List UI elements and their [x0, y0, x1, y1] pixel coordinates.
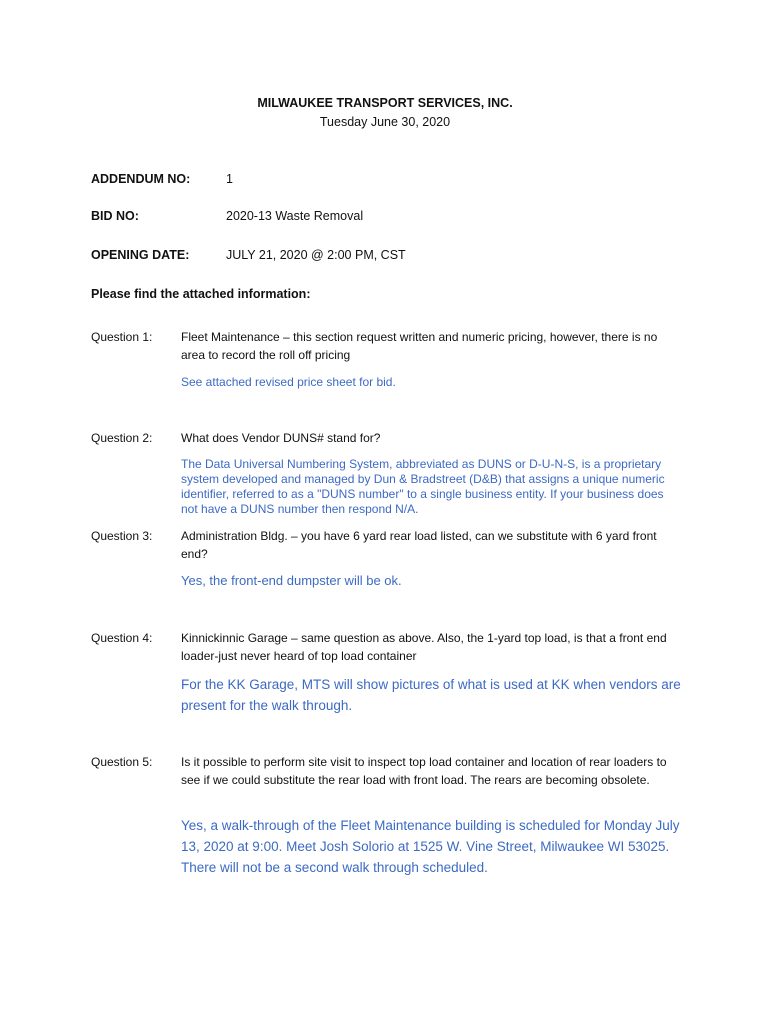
company-name: MILWAUKEE TRANSPORT SERVICES, INC.: [257, 96, 513, 110]
intro-text: Please find the attached information:: [91, 287, 311, 301]
question-label: Question 1:: [91, 330, 153, 344]
question-text: Kinnickinnic Garage – same question as above. Also, the 1-yard top load, is that a front end loader-just never heard of top load container: [181, 631, 667, 663]
question-label: Question 3:: [91, 529, 153, 543]
addendum-value: 1: [226, 172, 233, 186]
question-label: Question 4:: [91, 631, 153, 645]
opening-date-label: OPENING DATE:: [91, 248, 190, 262]
question-text: Fleet Maintenance – this section request written and numeric pricing, however, there is no area to record the roll off pricing: [181, 330, 658, 362]
question-text: What does Vendor DUNS# stand for?: [181, 431, 381, 445]
answer-text: See attached revised price sheet for bid.: [181, 375, 396, 389]
answer-text: For the KK Garage, MTS will show pictures of what is used at KK when vendors are present for the walk through.: [181, 677, 681, 713]
bid-label: BID NO:: [91, 209, 139, 223]
answer-text: Yes, the front-end dumpster will be ok.: [181, 573, 402, 588]
document-date: Tuesday June 30, 2020: [319, 115, 451, 129]
opening-date-value: JULY 21, 2020 @ 2:00 PM, CST: [226, 248, 406, 262]
question-label: Question 2:: [91, 431, 153, 445]
question-label: Question 5:: [91, 755, 153, 769]
question-text: Is it possible to perform site visit to inspect top load container and location of rear loaders to see if we could substitute the rear load with front load. The rears are becoming obsolete.: [181, 755, 667, 787]
bid-value: 2020-13 Waste Removal: [226, 209, 364, 223]
addendum-label: ADDENDUM NO:: [91, 172, 191, 186]
question-text: Administration Bldg. – you have 6 yard rear load listed, can we substitute with 6 yard front end?: [181, 529, 657, 561]
answer-text: Yes, a walk-through of the Fleet Maintenance building is scheduled for Monday July 13, 2020 at 9:00. Meet Josh Solorio at 1525 W. Vine Street, Milwaukee WI 53025. There will not be a second walk through scheduled.: [181, 818, 680, 875]
answer-text: The Data Universal Numbering System, abbreviated as DUNS or D-U-N-S, is a proprietary system developed and managed by Dun & Bradstreet (D&B) that assigns a unique numeric identifier, referred to as a "DUNS number" to a single business entity. If your business does not have a DUNS number then respond N/A.: [181, 457, 665, 516]
